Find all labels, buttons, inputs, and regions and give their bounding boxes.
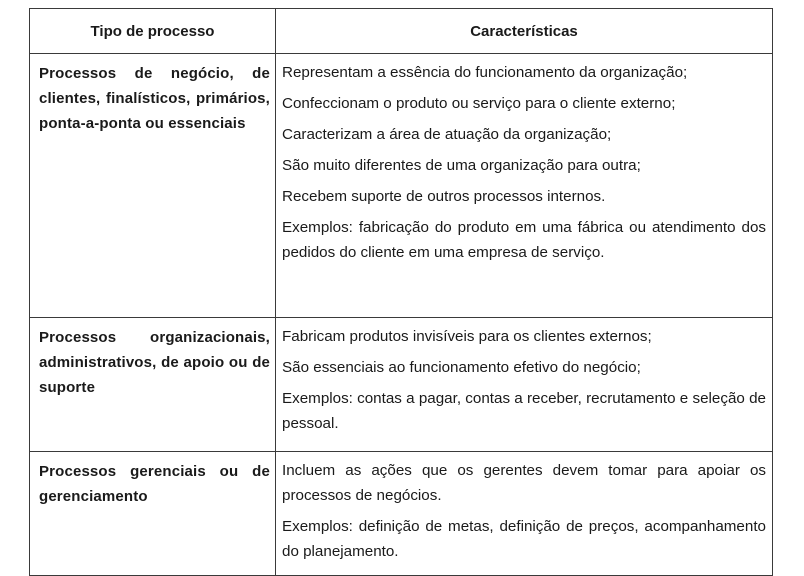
header-process-type: Tipo de processo — [30, 9, 276, 54]
characteristic-item: Incluem as ações que os gerentes devem tomar para apoiar os processos de negócios. — [282, 462, 766, 504]
process-type-cell: Processos gerenciais ou de gerenciamento — [30, 452, 276, 576]
table-row — [30, 54, 773, 318]
characteristic-item: Representam a essência do funcionamento da organização; — [282, 64, 688, 81]
header-characteristics: Características — [276, 9, 773, 54]
characteristic-item: Fabricam produtos invisíveis para os clientes externos; — [282, 328, 652, 345]
characteristic-item: Confeccionam o produto ou serviço para o cliente externo; — [282, 95, 676, 112]
process-type-cell: Processos de negócio, de clientes, finalísticos, primários, ponta-a-ponta ou essenciais — [30, 54, 276, 318]
characteristic-item: Recebem suporte de outros processos internos. — [282, 188, 606, 205]
characteristic-item: São muito diferentes de uma organização para outra; — [282, 157, 641, 174]
table-row — [30, 318, 773, 452]
characteristic-item: Exemplos: definição de metas, definição de preços, acompanhamento do planejamento. — [282, 518, 766, 560]
process-type-cell: Processos organizacionais, administrativos, de apoio ou de suporte — [30, 318, 276, 452]
characteristic-item: Exemplos: fabricação do produto em uma fábrica ou atendimento dos pedidos do cliente em uma empresa de serviço. — [282, 219, 766, 261]
characteristics-cell — [276, 54, 773, 318]
characteristic-item: São essenciais ao funcionamento efetivo do negócio; — [282, 359, 641, 376]
characteristic-item: Exemplos: contas a pagar, contas a receber, recrutamento e seleção de pessoal. — [282, 390, 766, 432]
characteristics-cell — [276, 318, 773, 452]
process-types-table — [29, 8, 773, 576]
table-header-row — [30, 9, 773, 54]
characteristic-item: Caracterizam a área de atuação da organização; — [282, 126, 612, 143]
characteristics-cell — [276, 452, 773, 576]
table-row — [30, 452, 773, 576]
